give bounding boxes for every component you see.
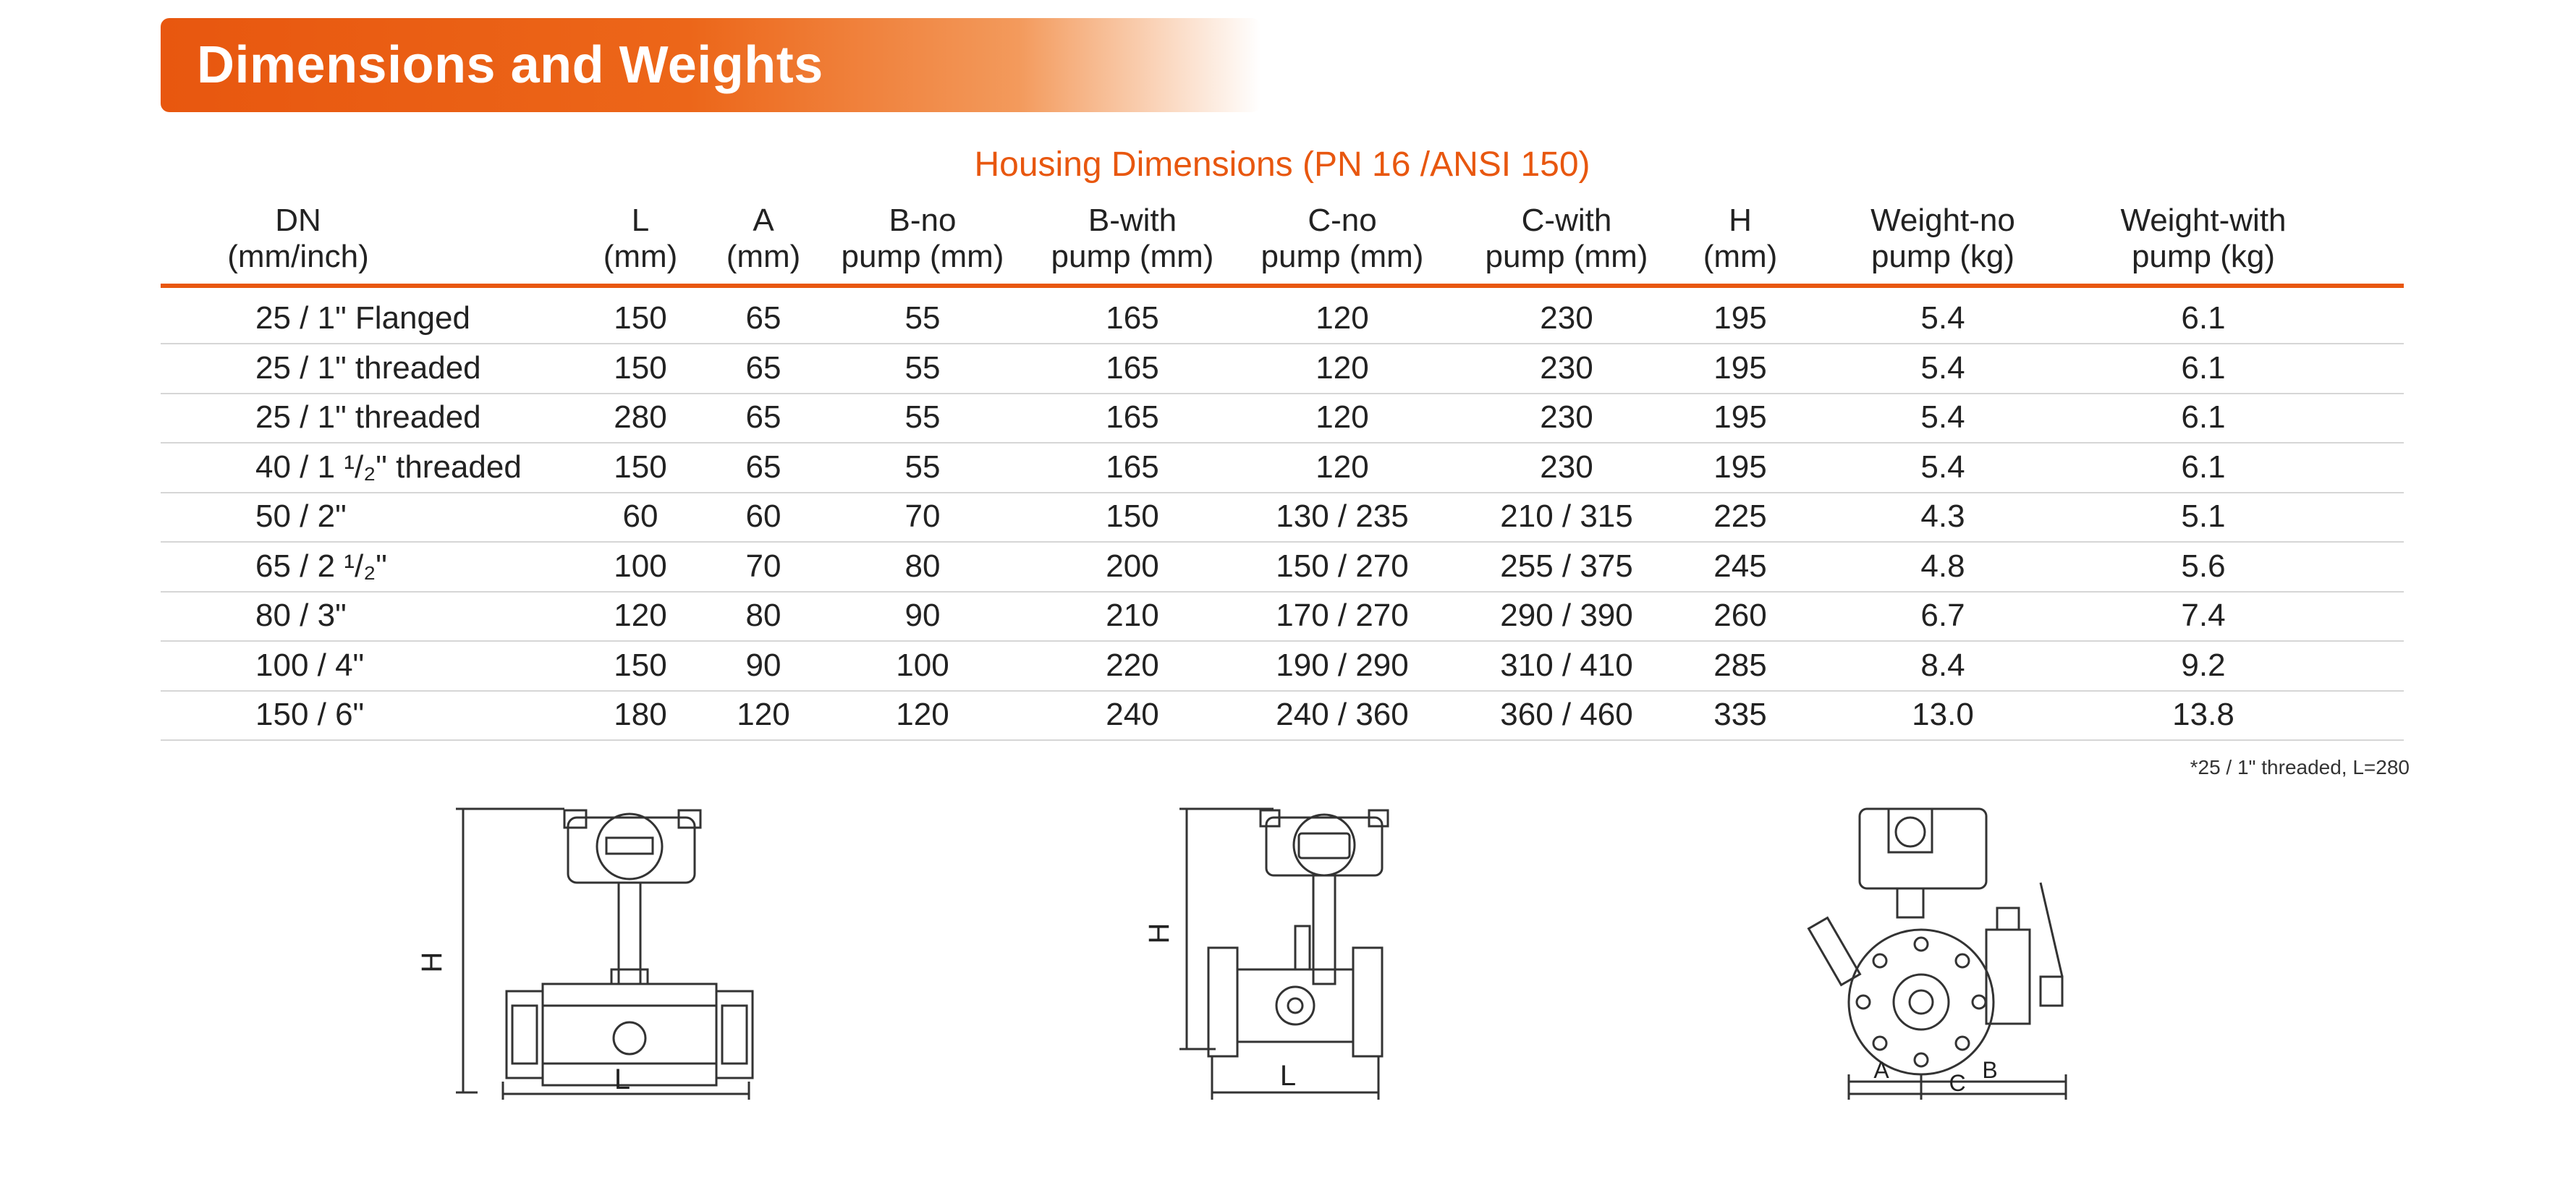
height-label: H [416, 951, 448, 973]
cell-h: 285 [1713, 648, 1767, 683]
cell-b-no-pump: 120 [896, 697, 949, 732]
length-label: L [1279, 1060, 1297, 1092]
header-b-with-pump: B-with pump (mm) [1051, 203, 1214, 274]
cell-h: 335 [1713, 697, 1767, 732]
cell-h: 195 [1713, 449, 1767, 485]
cell-c-no-pump: 120 [1315, 350, 1369, 386]
cell-a: 120 [737, 697, 790, 732]
header-c-with-pump: C-with pump (mm) [1485, 203, 1648, 274]
cell-b-no-pump: 100 [896, 648, 949, 683]
cell-c-with-pump: 290 / 390 [1500, 598, 1633, 633]
table-title: Housing Dimensions (PN 16 /ANSI 150) [974, 145, 1590, 184]
cell-l: 120 [614, 598, 667, 633]
table-row [161, 591, 2404, 642]
cell-b-no-pump: 90 [904, 598, 941, 633]
cell-weight-no-pump: 8.4 [1920, 648, 1965, 683]
cell-b-no-pump: 55 [904, 300, 941, 336]
cell-dn: 25 / 1" threaded [255, 350, 481, 386]
cell-a: 65 [745, 350, 781, 386]
cell-b-with-pump: 150 [1106, 498, 1159, 534]
cell-c-with-pump: 310 / 410 [1500, 648, 1633, 683]
cell-a: 65 [745, 399, 781, 435]
cell-b-no-pump: 55 [904, 449, 941, 485]
cell-c-with-pump: 230 [1540, 300, 1593, 336]
cell-weight-no-pump: 5.4 [1920, 300, 1965, 336]
cell-dn: 40 / 1 ¹/₂" threaded [255, 449, 522, 485]
header-a: A (mm) [726, 203, 801, 274]
cell-a: 80 [745, 598, 781, 633]
cell-l: 150 [614, 350, 667, 386]
cell-l: 150 [614, 300, 667, 336]
cell-b-no-pump: 55 [904, 399, 941, 435]
cell-c-no-pump: 240 / 360 [1276, 697, 1409, 732]
table-row [161, 542, 2404, 593]
cell-a: 90 [745, 648, 781, 683]
table-row [161, 492, 2404, 543]
cell-dn: 25 / 1" Flanged [255, 300, 470, 336]
cell-weight-with-pump: 7.4 [2181, 598, 2226, 633]
cell-b-with-pump: 165 [1106, 300, 1159, 336]
cell-weight-with-pump: 5.1 [2181, 498, 2226, 534]
a-label: A [1873, 1057, 1889, 1083]
cell-h: 245 [1713, 548, 1767, 584]
cell-weight-no-pump: 6.7 [1920, 598, 1965, 633]
header-h: H (mm) [1703, 203, 1778, 274]
table-row [161, 294, 2404, 344]
cell-weight-with-pump: 6.1 [2181, 350, 2226, 386]
cell-l: 100 [614, 548, 667, 584]
cell-c-with-pump: 360 / 460 [1500, 697, 1633, 732]
header-b-no-pump: B-no pump (mm) [841, 203, 1004, 274]
cell-c-no-pump: 190 / 290 [1276, 648, 1409, 683]
header-c-no-pump: C-no pump (mm) [1261, 203, 1424, 274]
cell-weight-no-pump: 5.4 [1920, 350, 1965, 386]
header-weight-with-pump: Weight-with pump (kg) [2120, 203, 2287, 274]
cell-c-no-pump: 120 [1315, 449, 1369, 485]
cell-b-with-pump: 210 [1106, 598, 1159, 633]
cell-l: 150 [614, 648, 667, 683]
cell-h: 260 [1713, 598, 1767, 633]
cell-c-no-pump: 150 / 270 [1276, 548, 1409, 584]
cell-dn: 25 / 1" threaded [255, 399, 481, 435]
cell-l: 60 [622, 498, 658, 534]
page-title: Dimensions and Weights [197, 36, 823, 94]
cell-weight-no-pump: 5.4 [1920, 399, 1965, 435]
cell-weight-with-pump: 9.2 [2181, 648, 2226, 683]
cell-b-no-pump: 70 [904, 498, 941, 534]
cell-weight-with-pump: 6.1 [2181, 300, 2226, 336]
cell-c-with-pump: 210 / 315 [1500, 498, 1633, 534]
cell-l: 280 [614, 399, 667, 435]
cell-l: 180 [614, 697, 667, 732]
header-weight-no-pump: Weight-no pump (kg) [1870, 203, 2015, 274]
b-label: B [1982, 1057, 1998, 1083]
cell-weight-with-pump: 6.1 [2181, 449, 2226, 485]
front-view-threaded-drawing [416, 796, 753, 1100]
cell-c-no-pump: 120 [1315, 399, 1369, 435]
cell-a: 65 [745, 449, 781, 485]
cell-h: 225 [1713, 498, 1767, 534]
cell-dn: 100 / 4" [255, 648, 365, 683]
cell-b-no-pump: 80 [904, 548, 941, 584]
cell-h: 195 [1713, 399, 1767, 435]
cell-dn: 150 / 6" [255, 697, 365, 732]
cell-c-with-pump: 255 / 375 [1500, 548, 1633, 584]
header-rule [161, 284, 2404, 288]
cell-c-no-pump: 130 / 235 [1276, 498, 1409, 534]
cell-c-with-pump: 230 [1540, 399, 1593, 435]
table-row [161, 443, 2404, 493]
cell-a: 70 [745, 548, 781, 584]
cell-weight-with-pump: 5.6 [2181, 548, 2226, 584]
cell-b-with-pump: 165 [1106, 399, 1159, 435]
cell-weight-no-pump: 4.3 [1920, 498, 1965, 534]
cell-b-with-pump: 240 [1106, 697, 1159, 732]
header-l: L (mm) [603, 203, 678, 274]
table-row [161, 641, 2404, 692]
table-row [161, 690, 2404, 741]
table-row [161, 344, 2404, 394]
cell-dn: 65 / 2 ¹/₂" [255, 548, 387, 584]
cell-weight-with-pump: 6.1 [2181, 399, 2226, 435]
c-label: C [1949, 1070, 1966, 1096]
cell-dn: 50 / 2" [255, 498, 347, 534]
cell-h: 195 [1713, 350, 1767, 386]
cell-a: 60 [745, 498, 781, 534]
cell-c-no-pump: 120 [1315, 300, 1369, 336]
cell-weight-no-pump: 5.4 [1920, 449, 1965, 485]
cell-weight-no-pump: 4.8 [1920, 548, 1965, 584]
front-view-flanged-drawing [1143, 796, 1411, 1100]
cell-a: 65 [745, 300, 781, 336]
side-view-drawing [1802, 796, 2091, 1100]
cell-b-with-pump: 165 [1106, 350, 1159, 386]
cell-b-with-pump: 200 [1106, 548, 1159, 584]
cell-l: 150 [614, 449, 667, 485]
cell-weight-no-pump: 13.0 [1912, 697, 1974, 732]
cell-h: 195 [1713, 300, 1767, 336]
header-dn: DN (mm/inch) [227, 203, 369, 274]
cell-dn: 80 / 3" [255, 598, 347, 633]
table-footnote: *25 / 1" threaded, L=280 [2190, 756, 2410, 778]
cell-b-with-pump: 220 [1106, 648, 1159, 683]
table-row [161, 393, 2404, 443]
cell-c-with-pump: 230 [1540, 449, 1593, 485]
cell-b-with-pump: 165 [1106, 449, 1159, 485]
length-label: L [614, 1064, 631, 1095]
cell-weight-with-pump: 13.8 [2172, 697, 2234, 732]
height-label: H [1143, 922, 1175, 944]
title-banner [161, 18, 1261, 112]
cell-b-no-pump: 55 [904, 350, 941, 386]
cell-c-with-pump: 230 [1540, 350, 1593, 386]
cell-c-no-pump: 170 / 270 [1276, 598, 1409, 633]
